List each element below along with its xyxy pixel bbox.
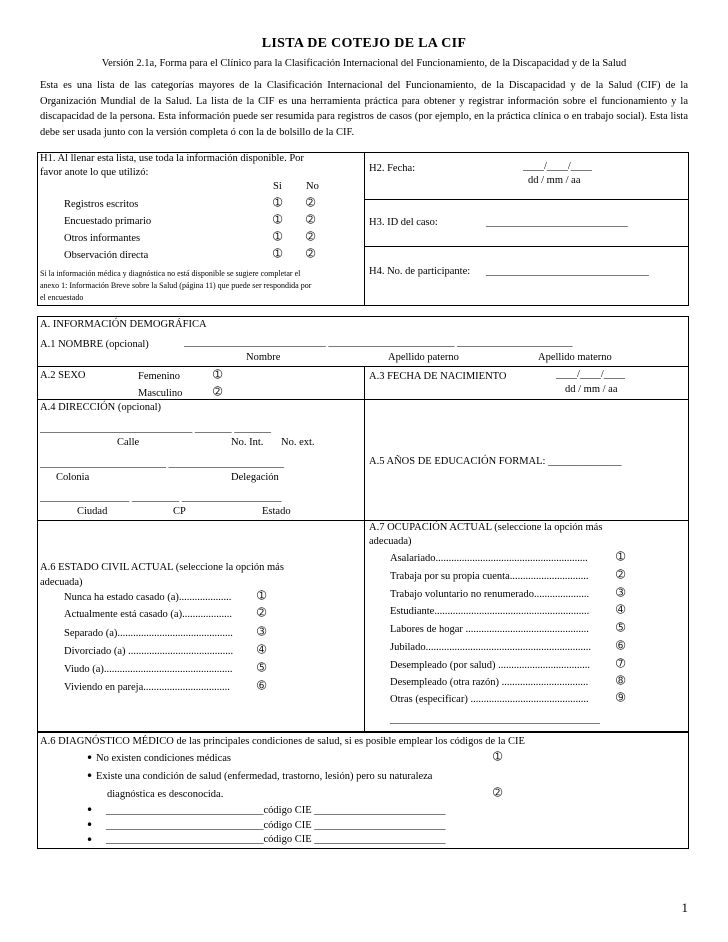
bullet-icon: • (86, 833, 94, 847)
h1-label-1: H1. Al llenar esta lista, use toda la información disponible. Por (40, 153, 304, 164)
h1-registros-si-option[interactable]: ➀ (273, 196, 283, 209)
h1-row-otros: Otros informantes (64, 233, 141, 244)
a7-option-1-circle[interactable]: ➁ (616, 568, 626, 581)
a6-option-0-circle[interactable]: ➀ (257, 589, 267, 602)
page-number: 1 (681, 900, 688, 915)
a2-label: A.2 SEXO (40, 370, 86, 381)
a4-street-fields[interactable]: _____________________________ _______ _______ (40, 423, 271, 434)
a7-option-2-circle[interactable]: ➂ (616, 586, 626, 599)
a1-label: A.1 NOMBRE (opcional) (40, 339, 149, 350)
h4-label: H4. No. de participante: (369, 266, 471, 277)
a7-option-4: Labores de hogar ............................................... (390, 624, 589, 635)
a7-option-7-circle[interactable]: ➇ (616, 674, 626, 687)
a4-delegacion-caption: Delegación (231, 472, 279, 483)
bullet-icon: • (86, 751, 94, 765)
h2-date-field[interactable]: ____/____/____ (523, 161, 592, 172)
a7-option-8: Otras (especificar) ............................................. (390, 694, 589, 705)
h1-note-3: el encuestado (40, 293, 84, 302)
diag-option-2-circle[interactable]: ➁ (493, 786, 503, 799)
a6-option-0: Nunca ha estado casado (a).................... (64, 592, 232, 603)
a2-masculino-label: Masculino (138, 388, 183, 399)
intro-paragraph: Esta es una lista de las categorías mayores de la Clasificación Internacional del Funcionamiento, de la Discapacidad y de la Salud (CIF) de la Organización Mundial de la Salud. La lista de la CIF es una herramienta práctica para obtener y registrar información sobre el funcionamiento y la discapacidad de la persona. Esta información puede ser resumida para registros de casos (por ejemplo, en la práctica clínica o en trabajo social). Esta lista debe ser usada junto con la versión completa ó con la de bolsillo de la CIF. (40, 80, 688, 138)
a4-noint-caption: No. Int. (231, 437, 264, 448)
a7-option-5-circle[interactable]: ➅ (616, 639, 626, 652)
a1-nombre-caption: Nombre (246, 352, 281, 363)
diag-option-2-line2: diagnóstica es desconocida. (107, 789, 224, 800)
h3-label: H3. ID del caso: (369, 217, 438, 228)
a6-civil-label-2: adecuada) (40, 577, 83, 588)
a7-option-8-circle[interactable]: ➈ (616, 691, 626, 704)
h1-otros-si-option[interactable]: ➀ (273, 230, 283, 243)
h1-encuestado-si-option[interactable]: ➀ (273, 213, 283, 226)
a4-estado-caption: Estado (262, 506, 291, 517)
h1-label-2: favor anote lo que utilizó: (40, 167, 149, 178)
a7-option-7: Desempleado (otra razón) ................................. (390, 677, 589, 688)
a7-option-4-circle[interactable]: ➄ (616, 621, 626, 634)
section-a-title: A. INFORMACIÓN DEMOGRÁFICA (40, 319, 207, 330)
h1-registros-no-option[interactable]: ➁ (306, 196, 316, 209)
a4-ciudad-fields[interactable]: _________________ _________ ___________________ (40, 492, 282, 503)
a7-option-5: Jubilado............................................................... (390, 642, 591, 653)
a6-option-3: Divorciado (a) ........................................ (64, 646, 234, 657)
bullet-icon: • (86, 818, 94, 832)
cie-field-3[interactable]: ______________________________código CIE _________________________ (106, 834, 446, 845)
h1-observacion-si-option[interactable]: ➀ (273, 247, 283, 260)
h2-label: H2. Fecha: (369, 163, 416, 174)
a7-option-0: Asalariado.......................................................... (390, 553, 588, 564)
a7-option-3-circle[interactable]: ➃ (616, 603, 626, 616)
a7-occupation-label-1: A.7 OCUPACIÓN ACTUAL (seleccione la opción más (369, 522, 603, 533)
a1-materno-caption: Apellido materno (538, 352, 612, 363)
h1-note-2: anexo 1: Información Breve sobre la Salud (página 11) que puede ser respondida por (40, 281, 312, 290)
h1-col-no: No (306, 181, 319, 192)
page-title: LISTA DE COTEJO DE LA CIF (261, 36, 467, 51)
a7-occupation-label-2: adecuada) (369, 536, 412, 547)
a4-calle-caption: Calle (117, 437, 140, 448)
a6-option-5-circle[interactable]: ➅ (257, 679, 267, 692)
a4-noext-caption: No. ext. (281, 437, 315, 448)
a4-colonia-caption: Colonia (56, 472, 90, 483)
a3-label: A.3 FECHA DE NACIMIENTO (369, 371, 507, 382)
h1-col-si: Si (273, 181, 282, 192)
a7-option-1: Trabaja por su propia cuenta.............................. (390, 571, 589, 582)
a6-option-1: Actualmente está casado (a)................... (64, 609, 232, 620)
a1-name-fields[interactable]: ___________________________ ________________________ ______________________ (184, 337, 573, 348)
a2-femenino-label: Femenino (138, 371, 180, 382)
cie-field-1[interactable]: ______________________________código CIE _________________________ (106, 805, 446, 816)
a4-cp-caption: CP (173, 506, 186, 517)
a6-option-5: Viviendo en pareja................................. (64, 682, 230, 693)
a1-paterno-caption: Apellido paterno (388, 352, 459, 363)
diagnosis-label: A.6 DIAGNÓSTICO MÉDICO de las principales condiciones de salud, si es posible emplear los códigos de la CIE (40, 736, 525, 747)
h1-observacion-no-option[interactable]: ➁ (306, 247, 316, 260)
a4-label: A.4 DIRECCIÓN (opcional) (40, 402, 162, 413)
h1-row-observacion: Observación directa (64, 250, 149, 261)
a2-masculino-option[interactable]: ➁ (213, 385, 223, 398)
a3-date-format: dd / mm / aa (565, 384, 618, 395)
a6-option-3-circle[interactable]: ➃ (257, 643, 267, 656)
h1-otros-no-option[interactable]: ➁ (306, 230, 316, 243)
bullet-icon: • (86, 769, 94, 783)
a7-option-0-circle[interactable]: ➀ (616, 550, 626, 563)
diag-option-2-line1: Existe una condición de salud (enfermedad, trastorno, lesión) pero su naturaleza (96, 771, 433, 782)
diag-option-1: No existen condiciones médicas (96, 753, 232, 764)
a6-option-1-circle[interactable]: ➁ (257, 606, 267, 619)
a6-option-2: Separado (a)............................................ (64, 628, 233, 639)
a3-birthdate-field[interactable]: ____/____/____ (556, 369, 625, 380)
a7-option-6: Desempleado (por salud) ................................... (390, 660, 591, 671)
a4-ciudad-caption: Ciudad (77, 506, 108, 517)
page-subtitle: Versión 2.1a, Forma para el Clínico para la Clasificación Internacional del Funcionamiento, de la Discapacidad y de la Salud (101, 58, 627, 69)
a5-education-label[interactable]: A.5 AÑOS DE EDUCACIÓN FORMAL: ______________ (369, 456, 622, 467)
a7-option-3: Estudiante........................................................... (390, 606, 590, 617)
a7-other-field[interactable]: ________________________________________ (390, 714, 600, 725)
bullet-icon: • (86, 803, 94, 817)
a2-femenino-option[interactable]: ➀ (213, 368, 223, 381)
h3-case-id-field[interactable]: ___________________________ (486, 217, 628, 228)
a4-colonia-fields[interactable]: ________________________ ______________________ (40, 458, 285, 469)
cie-field-2[interactable]: ______________________________código CIE _________________________ (106, 820, 446, 831)
h2-date-format: dd / mm / aa (528, 175, 581, 186)
h1-encuestado-no-option[interactable]: ➁ (306, 213, 316, 226)
h1-row-registros: Registros escritos (64, 199, 139, 210)
a6-civil-label-1: A.6 ESTADO CIVIL ACTUAL (seleccione la opción más (40, 562, 284, 573)
h1-note-1: Si la información médica y diagnóstica no está disponible se sugiere completar el (40, 269, 301, 278)
h4-participant-field[interactable]: _______________________________ (486, 266, 649, 277)
h1-row-encuestado: Encuestado primario (64, 216, 152, 227)
a7-option-2: Trabajo voluntario no renumerado..................... (390, 589, 590, 600)
diag-option-1-circle[interactable]: ➀ (493, 750, 503, 763)
a7-option-6-circle[interactable]: ➆ (616, 657, 626, 670)
a6-option-2-circle[interactable]: ➂ (257, 625, 267, 638)
a6-option-4-circle[interactable]: ➄ (257, 661, 267, 674)
a6-option-4: Viudo (a)................................................. (64, 664, 233, 675)
